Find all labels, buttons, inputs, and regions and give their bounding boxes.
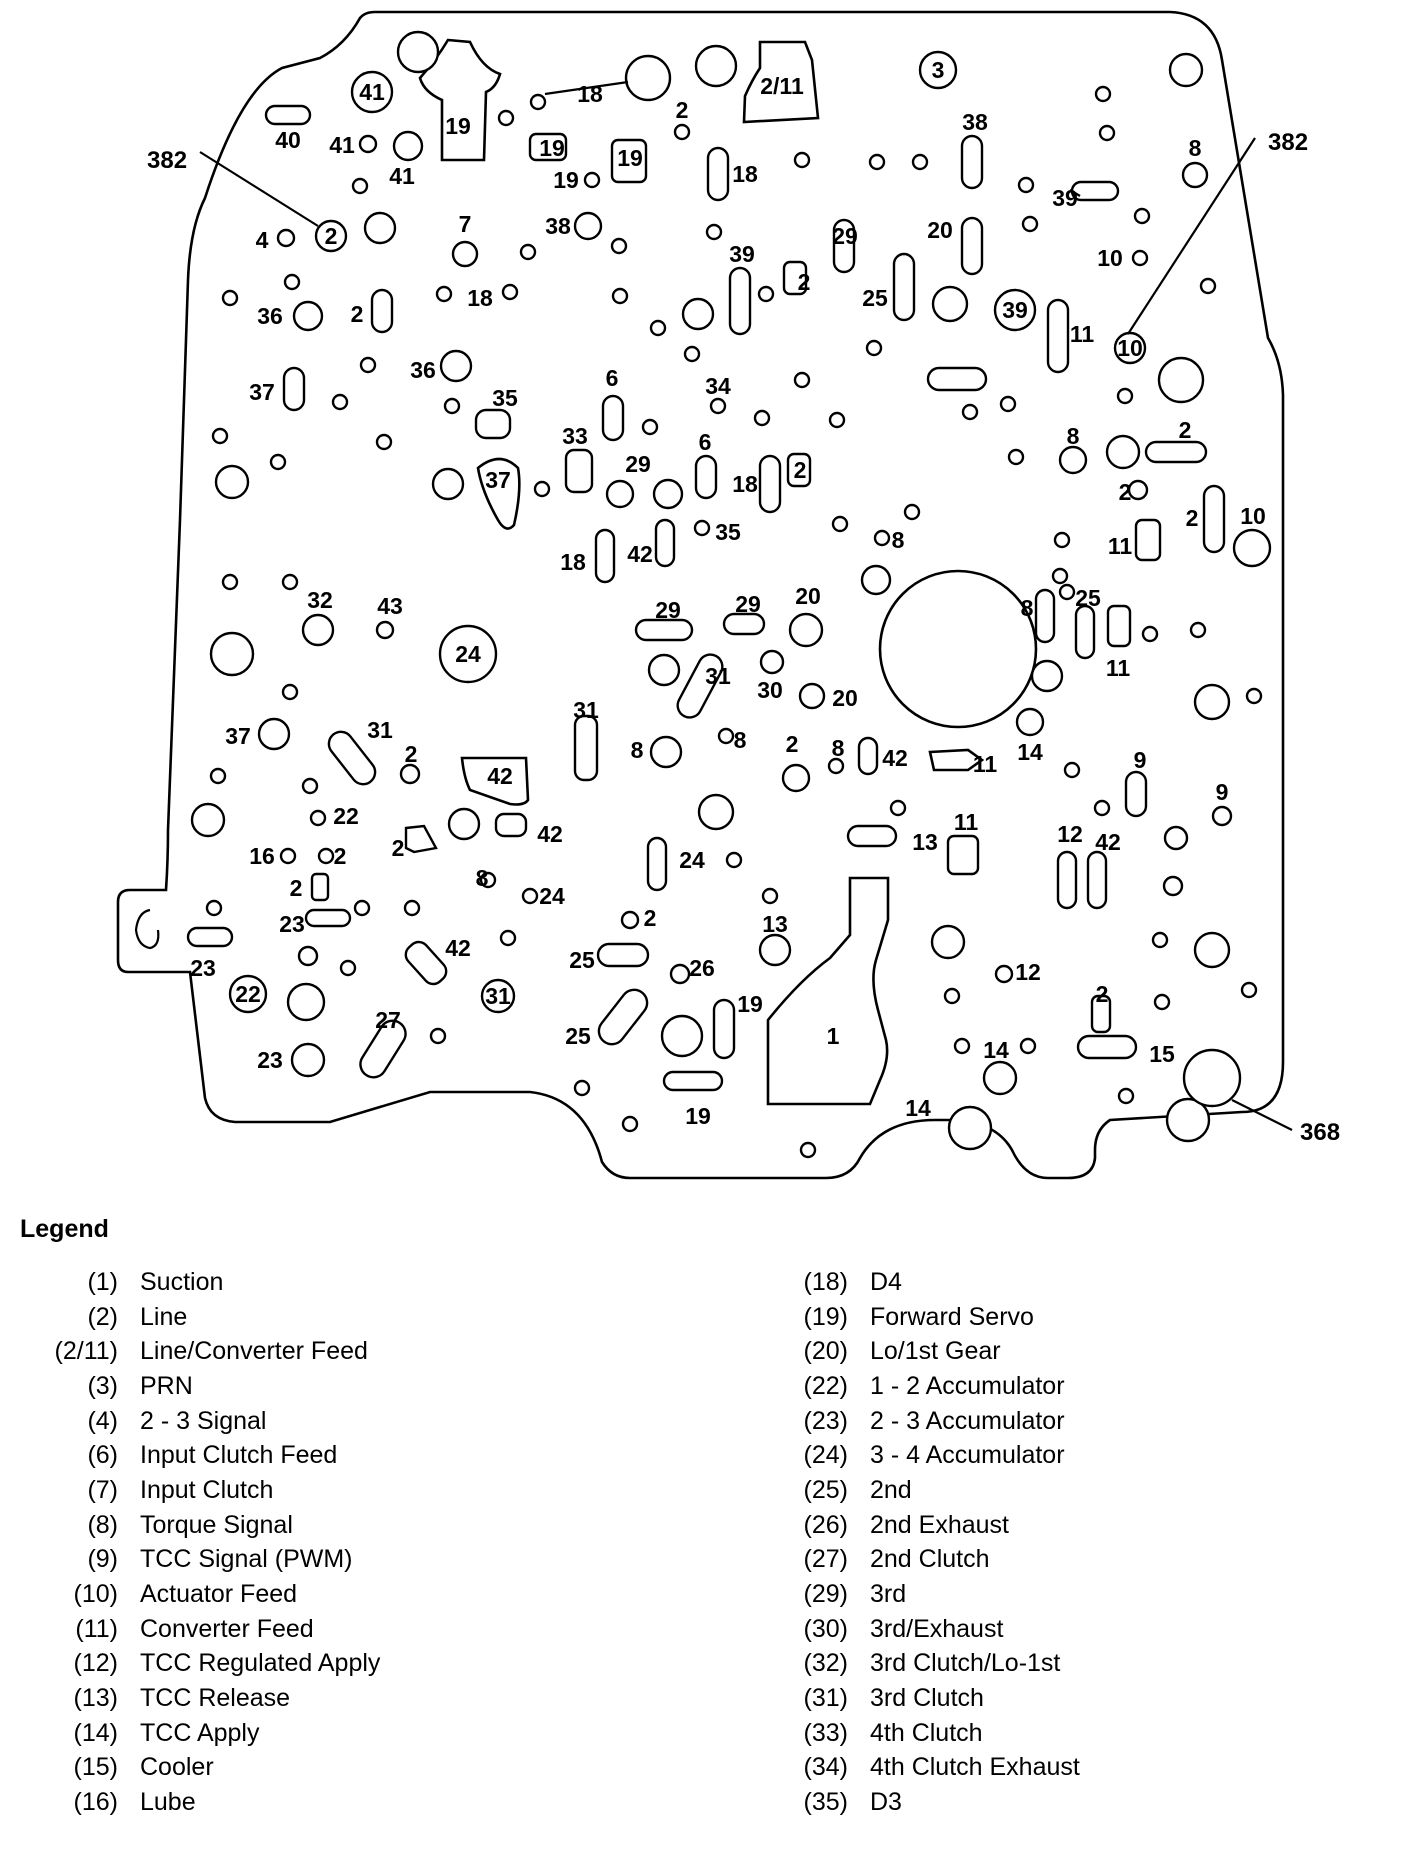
legend-label: 2nd: [870, 1475, 912, 1504]
legend-item: [780, 1543, 1380, 1578]
legend-item: [780, 1681, 1380, 1716]
port-label: 31: [705, 663, 731, 689]
legend-item: [780, 1612, 1380, 1647]
port-label: 2: [333, 843, 347, 869]
port-label: 19: [539, 135, 565, 161]
port-label: 8: [1020, 595, 1034, 621]
legend-code: (26): [803, 1510, 848, 1539]
legend-item: [30, 1404, 650, 1439]
legend-label: TCC Release: [140, 1684, 291, 1713]
legend-label: Torque Signal: [140, 1510, 293, 1539]
legend-label: 3rd Clutch/Lo-1st: [870, 1649, 1061, 1678]
legend-label: Cooler: [140, 1753, 214, 1782]
port-label: 1: [826, 1023, 840, 1049]
port-label: 18: [732, 471, 758, 497]
port-label: 2: [785, 731, 799, 757]
port-label: 41: [389, 163, 415, 189]
port-label: 24: [679, 847, 705, 873]
port-label: 31: [485, 983, 511, 1009]
legend: [0, 1205, 1408, 1865]
legend-label: 1 - 2 Accumulator: [870, 1371, 1065, 1400]
legend-label: TCC Apply: [140, 1718, 260, 1747]
port-label: 25: [1075, 585, 1101, 611]
legend-item: [30, 1508, 650, 1543]
port-label: 35: [492, 385, 518, 411]
port-label: 23: [257, 1047, 283, 1073]
port-label: 43: [377, 593, 403, 619]
legend-label: 4th Clutch Exhaust: [870, 1753, 1080, 1782]
port-label: 11: [1069, 321, 1095, 347]
legend-code: (8): [87, 1510, 118, 1539]
port-label: 2: [793, 457, 807, 483]
port-label: 3: [931, 57, 945, 83]
port-label: 10: [1240, 503, 1266, 529]
port-label: 27: [375, 1007, 401, 1033]
port-label: 39: [1002, 297, 1028, 323]
legend-code: (11): [75, 1614, 118, 1643]
legend-item: [30, 1438, 650, 1473]
port-label: 11: [953, 809, 979, 835]
port-label: 12: [1015, 959, 1041, 985]
port-label: 2: [404, 741, 418, 767]
port-label: 20: [832, 685, 858, 711]
legend-label: Suction: [140, 1267, 224, 1296]
port-label: 11: [1107, 533, 1133, 559]
port-label: 31: [573, 697, 599, 723]
port-label: 29: [625, 451, 651, 477]
legend-code: (1): [87, 1267, 118, 1296]
legend-label: D3: [870, 1788, 902, 1817]
port-label: 11: [1105, 655, 1131, 681]
port-label: 20: [927, 217, 953, 243]
legend-code: (33): [803, 1718, 848, 1747]
port-label: 42: [1095, 829, 1121, 855]
legend-label: 2 - 3 Accumulator: [870, 1406, 1065, 1435]
legend-code: (22): [803, 1371, 848, 1400]
port-label: 2: [289, 875, 303, 901]
port-label: 41: [359, 79, 385, 105]
port-label: 9: [1215, 779, 1229, 805]
port-label: 39: [1052, 185, 1078, 211]
legend-code: (30): [803, 1614, 848, 1643]
port-label: 14: [1017, 739, 1043, 765]
port-label: 30: [757, 677, 783, 703]
port-label: 37: [485, 467, 511, 493]
legend-item: [780, 1751, 1380, 1786]
legend-code: (27): [803, 1545, 848, 1574]
port-label: 8: [1066, 423, 1080, 449]
port-label: 36: [257, 303, 283, 329]
legend-code: (3): [87, 1371, 118, 1400]
legend-code: (34): [803, 1753, 848, 1782]
legend-item: [780, 1716, 1380, 1751]
legend-label: Line/Converter Feed: [140, 1337, 368, 1366]
legend-item: [780, 1508, 1380, 1543]
legend-item: [30, 1577, 650, 1612]
port-label: 42: [537, 821, 563, 847]
port-label: 18: [467, 285, 493, 311]
legend-item: [780, 1300, 1380, 1335]
legend-code: (2/11): [54, 1337, 118, 1366]
port-label: 2: [350, 301, 364, 327]
port-label: 19: [737, 991, 763, 1017]
port-label: 10: [1117, 335, 1143, 361]
port-label: 35: [715, 519, 741, 545]
legend-item: [30, 1334, 650, 1369]
legend-label: 3rd: [870, 1580, 907, 1609]
port-label: 8: [475, 865, 489, 891]
legend-label: Lo/1st Gear: [870, 1337, 1001, 1366]
port-label: 40: [275, 127, 301, 153]
port-label: 6: [698, 429, 712, 455]
port-label: 23: [190, 955, 216, 981]
legend-label: 2 - 3 Signal: [140, 1406, 267, 1435]
port-label: 25: [569, 947, 595, 973]
port-label: 33: [562, 423, 588, 449]
port-label: 24: [539, 883, 565, 909]
legend-label: Input Clutch Feed: [140, 1441, 338, 1470]
port-label: 18: [560, 549, 586, 575]
port-label: 36: [410, 357, 436, 383]
callout-368: 368: [1300, 1119, 1341, 1146]
port-label: 39: [729, 241, 755, 267]
legend-item: [30, 1473, 650, 1508]
legend-label: 3rd Clutch: [870, 1684, 984, 1713]
port-label: 15: [1149, 1041, 1175, 1067]
legend-right-column: [780, 1265, 1380, 1820]
legend-item: [780, 1647, 1380, 1682]
legend-item: [30, 1612, 650, 1647]
port-label: 9: [1133, 747, 1147, 773]
port-label: 25: [565, 1023, 591, 1049]
port-label: 26: [689, 955, 715, 981]
port-label: 23: [279, 911, 305, 937]
legend-item: [30, 1300, 650, 1335]
port-label: 37: [249, 379, 275, 405]
legend-code: (16): [73, 1788, 118, 1817]
port-label: 8: [630, 737, 644, 763]
legend-item: [30, 1716, 650, 1751]
legend-label: Actuator Feed: [140, 1580, 298, 1609]
port-label: 2: [675, 97, 689, 123]
legend-code: (2): [87, 1302, 118, 1331]
legend-label: 2nd Clutch: [870, 1545, 990, 1574]
port-label: 6: [605, 365, 619, 391]
port-label: 42: [627, 541, 653, 567]
legend-code: (12): [73, 1649, 118, 1678]
port-label: 8: [891, 527, 905, 553]
port-label: 2: [1178, 417, 1192, 443]
legend-title: Legend: [20, 1215, 109, 1243]
legend-code: (29): [803, 1580, 848, 1609]
port-label: 2: [1118, 479, 1132, 505]
port-label: 2/11: [760, 73, 804, 99]
port-label: 34: [705, 373, 731, 399]
port-label: 10: [1097, 245, 1123, 271]
legend-item: [30, 1681, 650, 1716]
legend-item: [780, 1577, 1380, 1612]
legend-code: (23): [803, 1406, 848, 1435]
port-label: 2: [797, 269, 811, 295]
port-label: 11: [972, 751, 998, 777]
port-label: 8: [1188, 135, 1202, 161]
legend-code: (7): [87, 1475, 118, 1504]
port-label: 38: [962, 109, 988, 135]
port-label: 2: [1185, 505, 1199, 531]
port-label: 7: [458, 211, 472, 237]
port-label: 41: [329, 132, 355, 158]
legend-item: [780, 1473, 1380, 1508]
port-label: 42: [445, 935, 471, 961]
port-label: 16: [249, 843, 275, 869]
port-label: 2: [391, 835, 405, 861]
port-label: 19: [553, 167, 579, 193]
legend-label: 3 - 4 Accumulator: [870, 1441, 1065, 1470]
legend-code: (10): [73, 1580, 118, 1609]
port-label: 19: [685, 1103, 711, 1129]
port-label: 19: [445, 113, 471, 139]
port-label: 2: [643, 905, 657, 931]
port-label: 31: [367, 717, 393, 743]
legend-code: (19): [803, 1302, 848, 1331]
legend-label: D4: [870, 1267, 902, 1296]
legend-item: [780, 1265, 1380, 1300]
legend-item: [30, 1751, 650, 1786]
legend-item: [780, 1369, 1380, 1404]
legend-code: (32): [803, 1649, 848, 1678]
legend-code: (4): [87, 1406, 118, 1435]
legend-label: Line: [140, 1302, 188, 1331]
legend-item: [30, 1543, 650, 1578]
port-label: 2: [1095, 981, 1109, 1007]
port-label: 29: [735, 591, 761, 617]
port-label: 13: [762, 911, 788, 937]
port-label: 4: [255, 227, 269, 253]
port-label: 42: [487, 763, 513, 789]
legend-label: Forward Servo: [870, 1302, 1034, 1331]
callout-382-left: 382: [147, 147, 188, 174]
legend-code: (9): [87, 1545, 118, 1574]
legend-item: [780, 1785, 1380, 1820]
legend-code: (24): [803, 1441, 848, 1470]
legend-label: Converter Feed: [140, 1614, 314, 1643]
legend-code: (6): [87, 1441, 118, 1470]
legend-label: TCC Signal (PWM): [140, 1545, 353, 1574]
port-label: 8: [831, 735, 845, 761]
port-label: 14: [983, 1037, 1009, 1063]
center-bore: [880, 571, 1036, 727]
legend-item: [780, 1438, 1380, 1473]
legend-code: (25): [803, 1475, 848, 1504]
legend-label: PRN: [140, 1371, 193, 1400]
legend-code: (14): [73, 1718, 118, 1747]
port-label: 19: [617, 145, 643, 171]
legend-item: [780, 1404, 1380, 1439]
port-label: 32: [307, 587, 333, 613]
port-label: 37: [225, 723, 251, 749]
legend-code: (31): [803, 1684, 848, 1713]
legend-item: [30, 1265, 650, 1300]
legend-label: TCC Regulated Apply: [140, 1649, 381, 1678]
port-label: 18: [577, 81, 603, 107]
legend-item: [30, 1647, 650, 1682]
port-label: 42: [882, 745, 908, 771]
port-label: 8: [733, 727, 747, 753]
legend-label: Input Clutch: [140, 1475, 274, 1504]
port-label: 12: [1057, 821, 1083, 847]
port-label: 20: [795, 583, 821, 609]
port-label: 24: [455, 641, 481, 667]
port-label: 29: [832, 223, 858, 249]
legend-label: 4th Clutch: [870, 1718, 983, 1747]
port-label: 25: [862, 285, 888, 311]
legend-code: (20): [803, 1337, 848, 1366]
legend-label: 2nd Exhaust: [870, 1510, 1009, 1539]
legend-label: 3rd/Exhaust: [870, 1614, 1004, 1643]
port-label: 29: [655, 597, 681, 623]
legend-label: Lube: [140, 1788, 196, 1817]
legend-item: [780, 1334, 1380, 1369]
port-label: 13: [912, 829, 938, 855]
port-label: 38: [545, 213, 571, 239]
legend-item: [30, 1369, 650, 1404]
port-label: 22: [333, 803, 359, 829]
port-label: 22: [235, 981, 261, 1007]
legend-code: (15): [73, 1753, 118, 1782]
callout-382-right: 382: [1268, 129, 1309, 156]
legend-code: (13): [73, 1684, 118, 1713]
legend-item: [30, 1785, 650, 1820]
legend-code: (35): [803, 1788, 848, 1817]
port-label: 2: [324, 223, 338, 249]
port-label: 14: [905, 1095, 931, 1121]
legend-code: (18): [803, 1267, 848, 1296]
port-label: 18: [732, 161, 758, 187]
legend-left-column: [30, 1265, 650, 1820]
